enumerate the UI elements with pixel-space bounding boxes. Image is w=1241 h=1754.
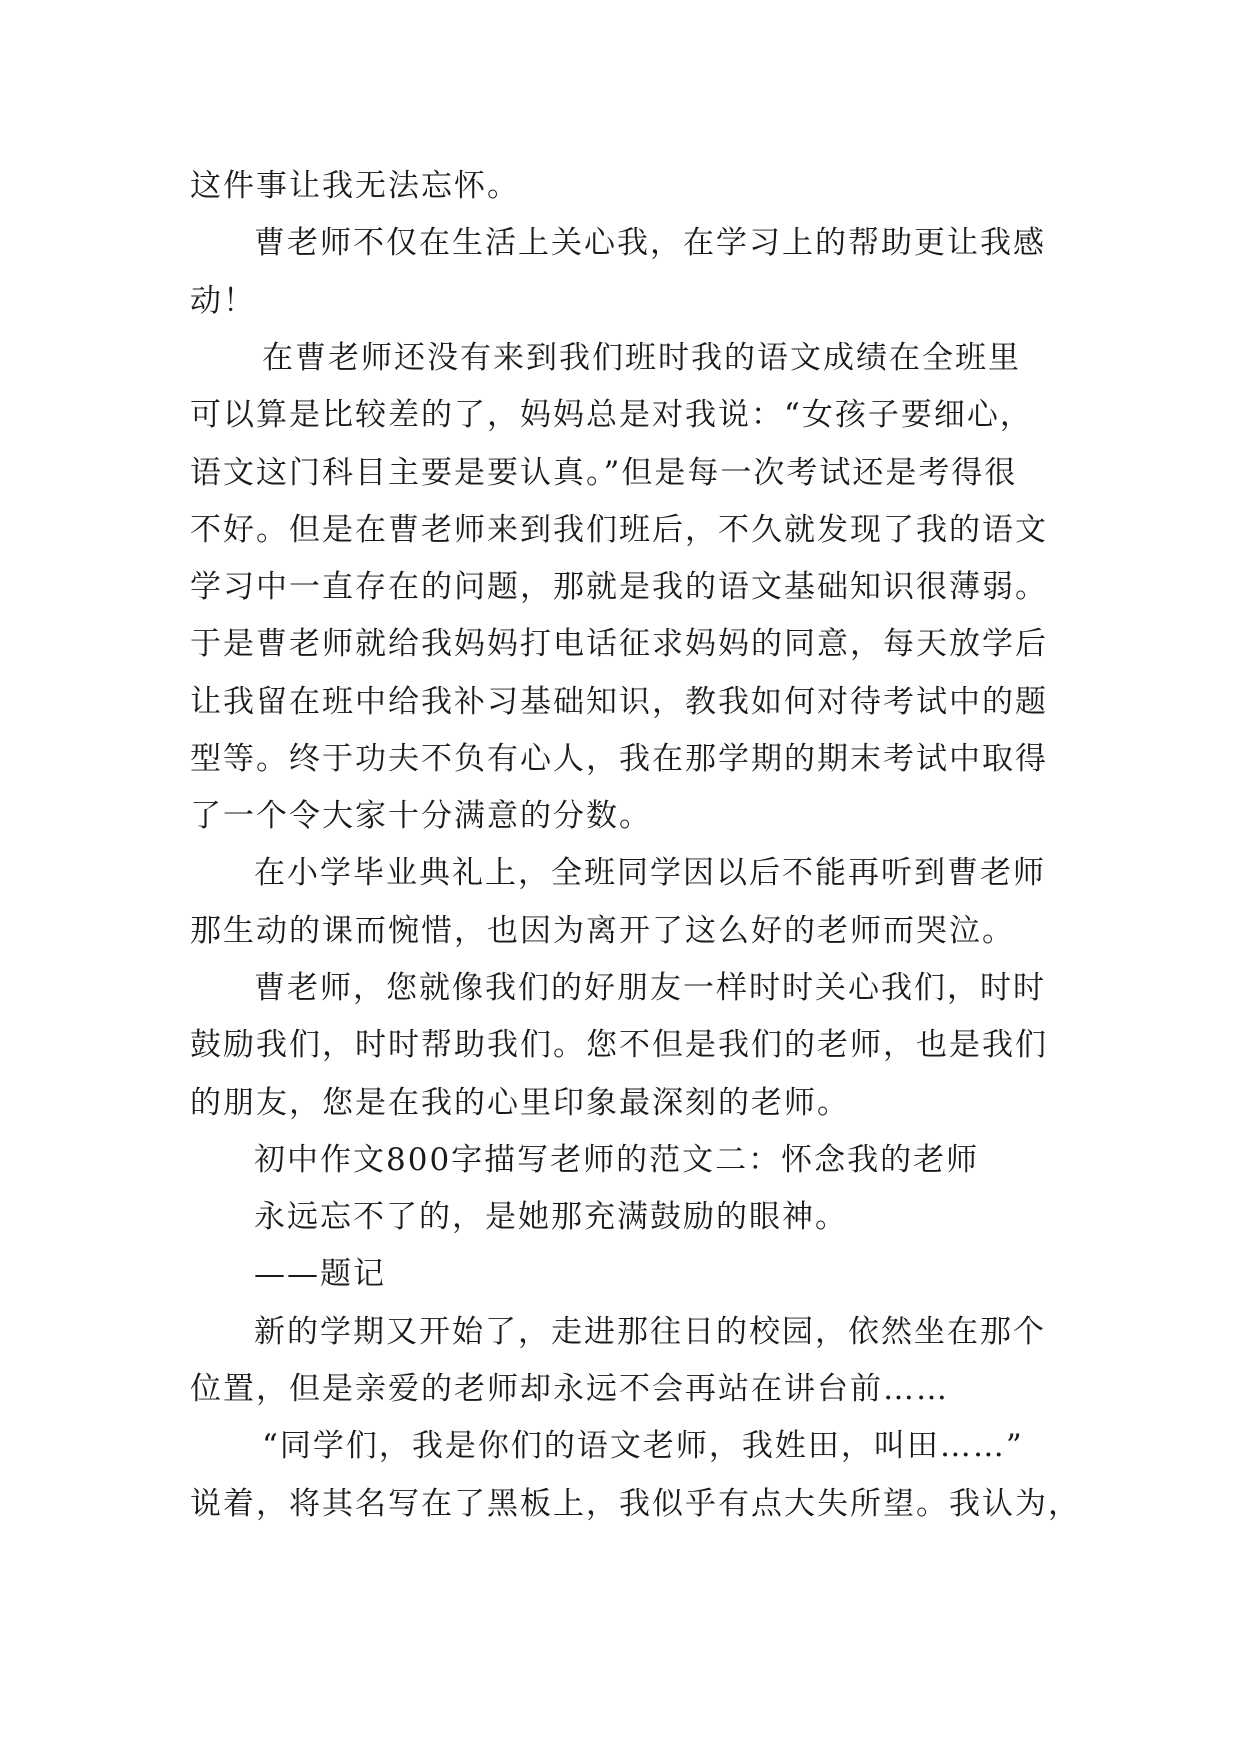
- text-line: 那生动的课而惋惜，也因为离开了这么好的老师而哭泣。: [190, 913, 1015, 949]
- text-line: 不好。但是在曹老师来到我们班后，不久就发现了我的语文: [190, 512, 1048, 548]
- text-line: 新的学期又开始了，走进那往日的校园，依然坐在那个: [254, 1314, 1046, 1350]
- text-line: 这件事让我无法忘怀。: [190, 168, 520, 204]
- text-line: 曹老师不仅在生活上关心我，在学习上的帮助更让我感: [254, 225, 1046, 261]
- text-line: 于是曹老师就给我妈妈打电话征求妈妈的同意，每天放学后: [190, 626, 1048, 662]
- text-line: 可以算是比较差的了，妈妈总是对我说：“女孩子要细心，: [190, 397, 1033, 433]
- text-line: 曹老师，您就像我们的好朋友一样时时关心我们，时时: [254, 970, 1046, 1006]
- text-line: “同学们，我是你们的语文老师，我姓田，叫田……”: [262, 1428, 1024, 1464]
- text-line: 学习中一直存在的问题，那就是我的语文基础知识很薄弱。: [190, 569, 1048, 605]
- text-line: 的朋友，您是在我的心里印象最深刻的老师。: [190, 1085, 850, 1121]
- epigraph: 永远忘不了的，是她那充满鼓励的眼神。: [254, 1199, 848, 1235]
- text-line: 让我留在班中给我补习基础知识，教我如何对待考试中的题: [190, 684, 1048, 720]
- text-line: 在小学毕业典礼上，全班同学因以后不能再听到曹老师: [254, 855, 1046, 891]
- text-line: 型等。终于功夫不负有心人，我在那学期的期末考试中取得: [190, 741, 1048, 777]
- text-line: 了一个令大家十分满意的分数。: [190, 798, 652, 834]
- text-line: 动！: [190, 283, 256, 319]
- text-line: 在曹老师还没有来到我们班时我的语文成绩在全班里: [262, 340, 1021, 376]
- text-line: 鼓励我们，时时帮助我们。您不但是我们的老师，也是我们: [190, 1027, 1048, 1063]
- epigraph-attribution: ——题记: [254, 1256, 386, 1292]
- text-line: 说着，将其名写在了黑板上，我似乎有点大失所望。我认为，: [190, 1486, 1081, 1522]
- text-line: 语文这门科目主要是要认真。”但是每一次考试还是考得很: [190, 455, 1018, 491]
- text-line: 位置，但是亲爱的老师却永远不会再站在讲台前……: [190, 1371, 949, 1407]
- section-heading: 初中作文800字描写老师的范文二：怀念我的老师: [254, 1142, 980, 1178]
